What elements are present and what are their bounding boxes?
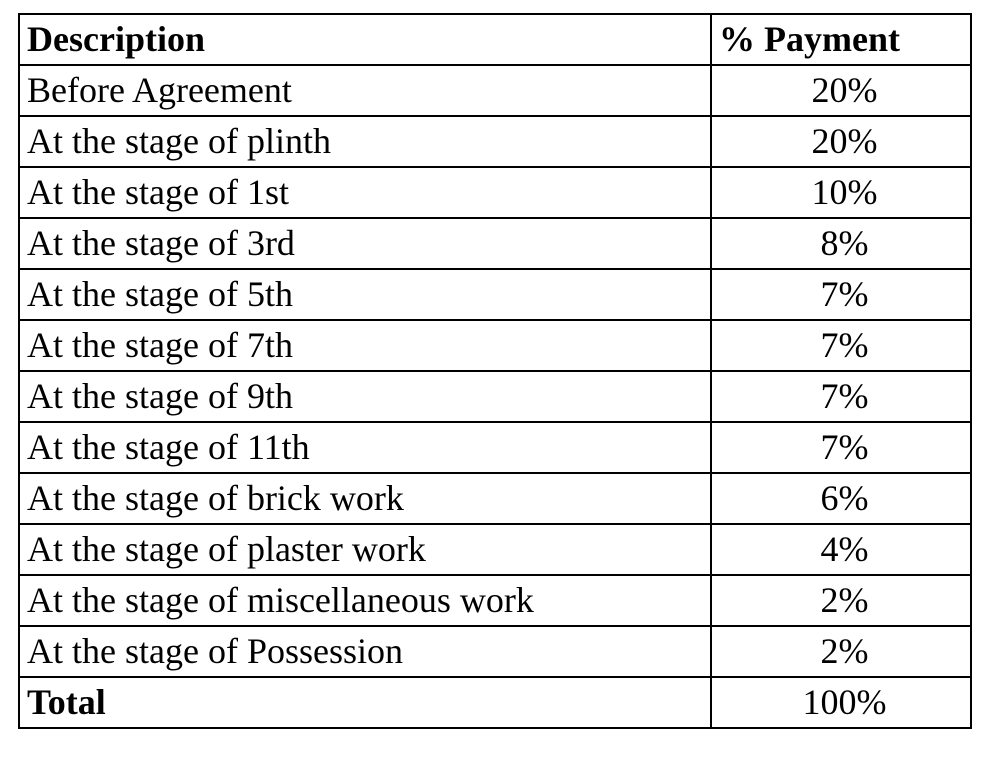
row-payment: 20% (711, 116, 971, 167)
total-row (19, 677, 971, 728)
table-row (19, 626, 971, 677)
row-description: At the stage of 5th (19, 269, 711, 320)
table-row (19, 269, 971, 320)
table-row (19, 116, 971, 167)
row-payment: 7% (711, 320, 971, 371)
row-description: At the stage of Possession (19, 626, 711, 677)
row-description: At the stage of 1st (19, 167, 711, 218)
column-header-description: Description (19, 14, 711, 65)
table-row (19, 473, 971, 524)
table-header-row (19, 14, 971, 65)
row-payment: 7% (711, 269, 971, 320)
row-description: At the stage of plaster work (19, 524, 711, 575)
row-payment: 7% (711, 422, 971, 473)
row-payment: 6% (711, 473, 971, 524)
row-description: At the stage of 3rd (19, 218, 711, 269)
row-payment: 2% (711, 575, 971, 626)
table-row (19, 422, 971, 473)
table-row (19, 371, 971, 422)
row-payment: 20% (711, 65, 971, 116)
total-payment: 100% (711, 677, 971, 728)
row-description: At the stage of 9th (19, 371, 711, 422)
payment-schedule-table (18, 13, 972, 729)
row-description: At the stage of miscellaneous work (19, 575, 711, 626)
row-payment: 2% (711, 626, 971, 677)
row-payment: 4% (711, 524, 971, 575)
table-row (19, 575, 971, 626)
row-payment: 8% (711, 218, 971, 269)
table-row (19, 167, 971, 218)
column-header-payment: % Payment (711, 14, 971, 65)
row-description: At the stage of plinth (19, 116, 711, 167)
row-payment: 10% (711, 167, 971, 218)
row-description: At the stage of 7th (19, 320, 711, 371)
table-row (19, 65, 971, 116)
row-description: Before Agreement (19, 65, 711, 116)
table-row (19, 320, 971, 371)
table-row (19, 218, 971, 269)
row-description: At the stage of brick work (19, 473, 711, 524)
row-description: At the stage of 11th (19, 422, 711, 473)
table-row (19, 524, 971, 575)
total-label: Total (19, 677, 711, 728)
row-payment: 7% (711, 371, 971, 422)
